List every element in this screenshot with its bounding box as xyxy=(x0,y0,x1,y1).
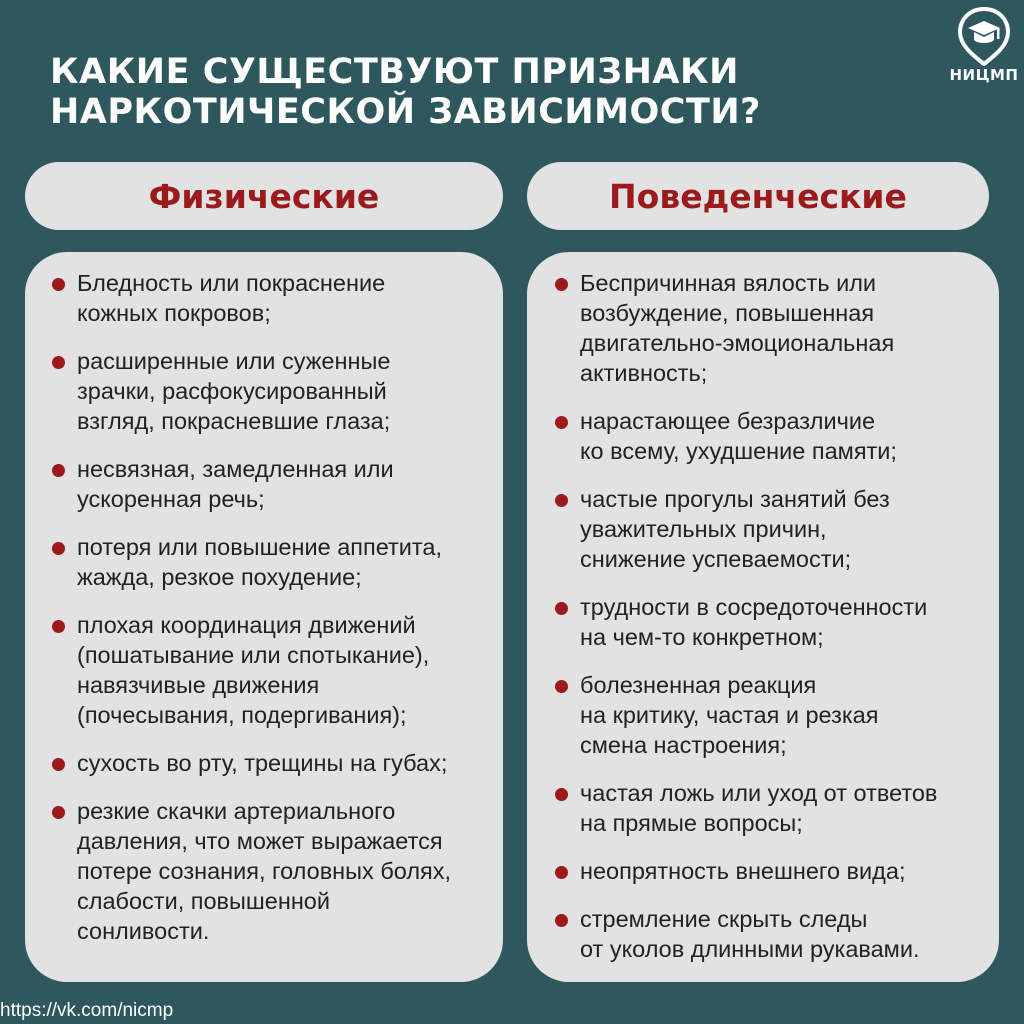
bullet-icon xyxy=(52,464,65,477)
bullet-icon xyxy=(52,542,65,555)
list-item-text: несвязная, замедленная или ускоренная речь; xyxy=(77,456,394,512)
physical-signs-heading: Физические xyxy=(148,176,380,216)
behavioral-signs-header xyxy=(527,162,989,230)
list-item-text: Беспричинная вялость или возбуждение, повышенная двигательно-эмоциональная активность; xyxy=(580,270,895,386)
list-item-text: трудности в сосредоточенности на чем-то конкретном; xyxy=(580,594,928,650)
bullet-icon xyxy=(52,278,65,291)
bullet-icon xyxy=(555,866,568,879)
list-item xyxy=(77,748,493,778)
list-item-text: нарастающее безразличие ко всему, ухудшение памяти; xyxy=(580,408,897,464)
list-item xyxy=(77,610,493,730)
list-item xyxy=(580,778,989,838)
logo-text: НИЦМП xyxy=(949,66,1019,84)
list-item xyxy=(580,484,989,574)
list-item xyxy=(77,532,493,592)
list-item-text: потеря или повышение аппетита, жажда, резкое похудение; xyxy=(77,534,442,590)
bullet-icon xyxy=(52,356,65,369)
behavioral-signs-heading: Поведенческие xyxy=(609,176,907,216)
source-link: https://vk.com/nicmp xyxy=(0,1000,174,1021)
list-item xyxy=(77,268,493,328)
title-line-2: НАРКОТИЧЕСКОЙ ЗАВИСИМОСТИ? xyxy=(50,92,761,132)
list-item xyxy=(580,904,989,964)
list-item-text: частая ложь или уход от ответов на прямые вопросы; xyxy=(580,780,938,836)
list-item xyxy=(580,856,989,886)
bullet-icon xyxy=(52,758,65,771)
bullet-icon xyxy=(555,278,568,291)
bullet-icon xyxy=(555,416,568,429)
list-item xyxy=(77,454,493,514)
graduation-cap-pin-icon xyxy=(956,6,1012,66)
list-item xyxy=(580,268,989,388)
physical-signs-card xyxy=(25,252,503,982)
bullet-icon xyxy=(555,494,568,507)
list-item-text: болезненная реакция на критику, частая и резкая смена настроения; xyxy=(580,672,879,758)
bullet-icon xyxy=(555,914,568,927)
logo xyxy=(945,6,1023,86)
list-item xyxy=(77,346,493,436)
bullet-icon xyxy=(52,806,65,819)
list-item-text: расширенные или суженные зрачки, расфокусированный взгляд, покрасневшие глаза; xyxy=(77,348,391,434)
page-title xyxy=(50,52,910,132)
physical-signs-list xyxy=(77,268,493,946)
behavioral-signs-card xyxy=(527,252,999,982)
bullet-icon xyxy=(555,788,568,801)
list-item-text: плохая координация движений (пошатывание или спотыкание), навязчивые движения (почесывания, подергивания); xyxy=(77,612,430,728)
list-item-text: частые прогулы занятий без уважительных причин, снижение успеваемости; xyxy=(580,486,890,572)
list-item xyxy=(580,406,989,466)
list-item-text: Бледность или покраснение кожных покровов; xyxy=(77,270,386,326)
list-item xyxy=(580,670,989,760)
list-item-text: стремление скрыть следы от уколов длинными рукавами. xyxy=(580,906,920,962)
list-item xyxy=(77,796,493,946)
list-item xyxy=(580,592,989,652)
bullet-icon xyxy=(555,602,568,615)
title-line-1: КАКИЕ СУЩЕСТВУЮТ ПРИЗНАКИ xyxy=(50,52,739,92)
bullet-icon xyxy=(52,620,65,633)
physical-signs-header xyxy=(25,162,503,230)
behavioral-signs-list xyxy=(580,268,989,964)
list-item-text: сухость во рту, трещины на губах; xyxy=(77,750,448,776)
bullet-icon xyxy=(555,680,568,693)
list-item-text: резкие скачки артериального давления, что может выражается потере сознания, головных болях, слабости, повышенной сонливости. xyxy=(77,798,452,944)
list-item-text: неопрятность внешнего вида; xyxy=(580,858,906,884)
